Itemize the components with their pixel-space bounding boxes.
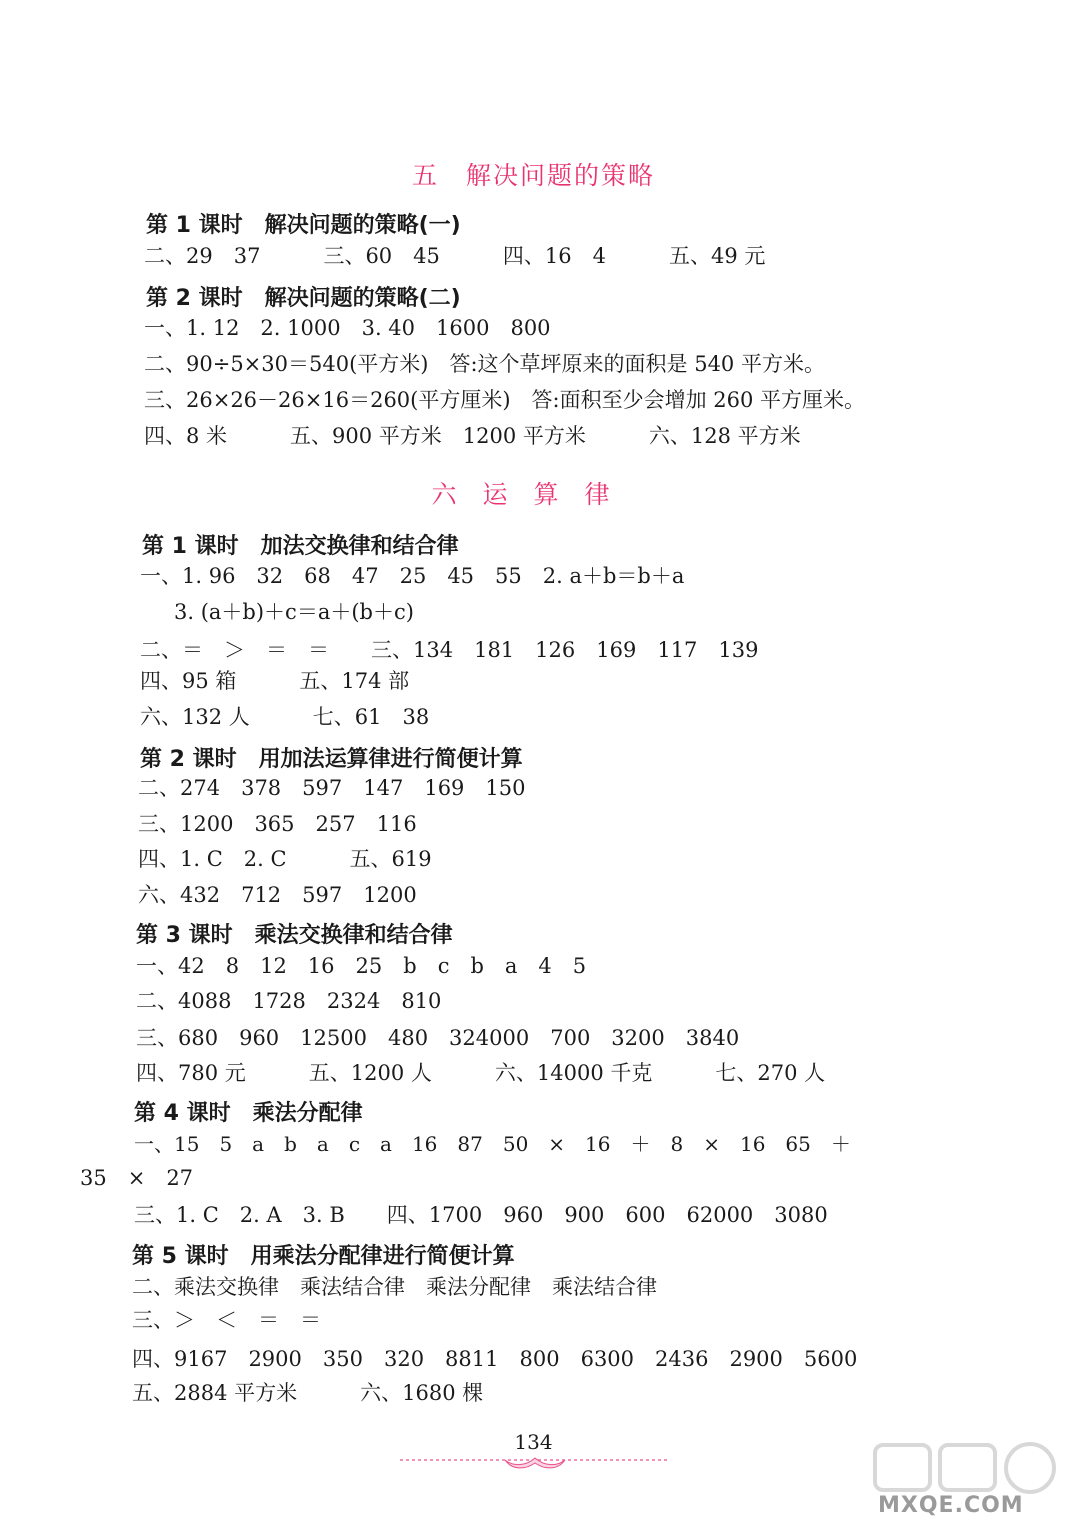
answer-line: 六、432 712 597 1200 — [138, 883, 417, 907]
answer-line: 五、2884 平方米 六、1680 棵 — [132, 1381, 484, 1405]
answer-line: 四、8 米 五、900 平方米 1200 平方米 六、128 平方米 — [144, 424, 801, 448]
watermark-text: MXQE.COM — [878, 1493, 1024, 1518]
answer-line: 三、1. C 2. A 3. B 四、1700 960 900 600 62000 3080 — [134, 1203, 828, 1227]
answer-line: 三、26×26－26×16＝260(平方厘米) 答:面积至少会增加 260 平方厘米。 — [144, 388, 866, 412]
answer-line: 35 × 27 — [80, 1166, 194, 1190]
lesson-heading: 第 1 课时 加法交换律和结合律 — [142, 534, 459, 559]
answer-line: 三、680 960 12500 480 324000 700 3200 3840 — [136, 1026, 740, 1050]
lesson-heading: 第 4 课时 乘法分配律 — [134, 1101, 363, 1126]
answer-line: 二、＝ ＞ ＝ ＝ 三、134 181 126 169 117 139 — [140, 638, 759, 662]
section-title-6: 六运算律 — [431, 480, 636, 509]
answer-line: 二、4088 1728 2324 810 — [136, 989, 442, 1013]
answer-line: 二、90÷5×30＝540(平方米) 答:这个草坪原来的面积是 540 平方米。 — [144, 352, 825, 376]
answer-line: 四、95 箱 五、174 部 — [140, 669, 410, 693]
lesson-heading: 第 1 课时 解决问题的策略(一) — [146, 213, 461, 238]
answer-line: 四、9167 2900 350 320 8811 800 6300 2436 2900 5600 — [132, 1347, 858, 1371]
answer-line: 一、1. 12 2. 1000 3. 40 1600 800 — [144, 316, 551, 340]
lesson-heading: 第 2 课时 解决问题的策略(二) — [146, 286, 461, 311]
page-number: 134 — [514, 1430, 553, 1454]
answer-line: 三、1200 365 257 116 — [138, 812, 417, 836]
answer-line: 二、乘法交换律 乘法结合律 乘法分配律 乘法结合律 — [132, 1275, 657, 1299]
answer-line: 3. (a＋b)＋c＝a＋(b＋c) — [174, 600, 414, 624]
answer-line: 一、1. 96 32 68 47 25 45 55 2. a＋b＝b＋a — [140, 564, 685, 588]
section-title-5: 五 解决问题的策略 — [411, 161, 655, 190]
answer-line: 一、15 5 a b a c a 16 87 50 × 16 ＋ 8 × 16 65 ＋ — [134, 1132, 851, 1156]
answer-line: 二、274 378 597 147 169 150 — [138, 776, 526, 800]
lesson-heading: 第 5 课时 用乘法分配律进行简便计算 — [132, 1244, 515, 1269]
footer-ornament — [400, 1454, 670, 1474]
answer-line: 四、780 元 五、1200 人 六、14000 千克 七、270 人 — [136, 1061, 826, 1085]
answer-line: 六、132 人 七、61 38 — [140, 705, 430, 729]
answer-line: 三、＞ ＜ ＝ ＝ — [132, 1308, 321, 1332]
lesson-heading: 第 2 课时 用加法运算律进行简便计算 — [140, 747, 523, 772]
answer-line: 一、42 8 12 16 25 b c b a 4 5 — [136, 954, 587, 978]
lesson-heading: 第 3 课时 乘法交换律和结合律 — [136, 923, 453, 948]
answer-line: 四、1. C 2. C 五、619 — [138, 847, 432, 871]
answer-line: 二、29 37 三、60 45 四、16 4 五、49 元 — [144, 244, 766, 268]
